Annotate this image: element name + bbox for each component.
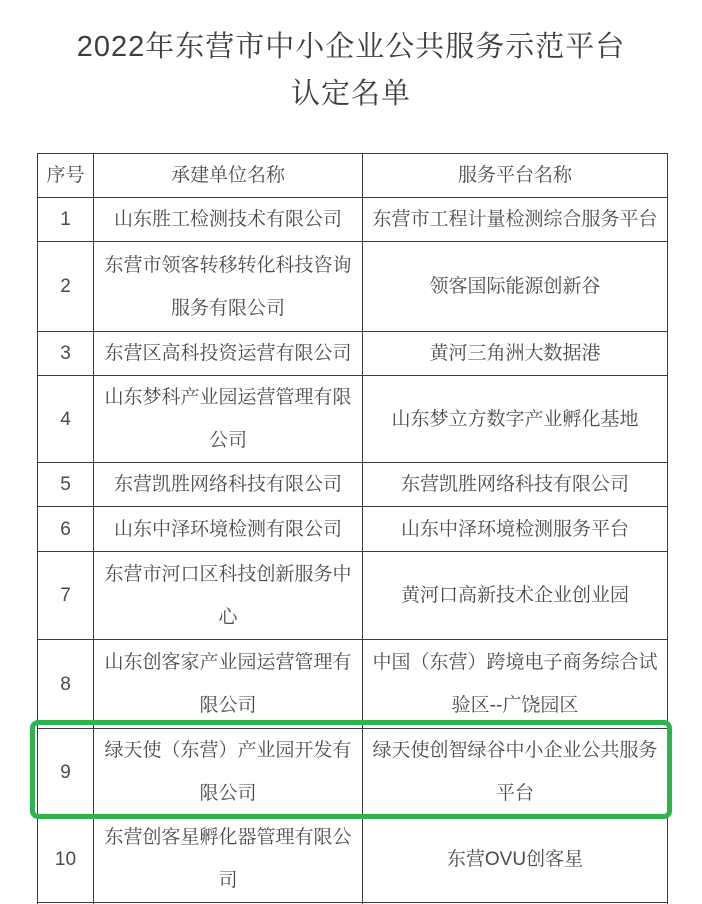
- table-header-row: [38, 154, 668, 198]
- cell-unit: 东营市领客转移转化科技咨询服务有限公司: [94, 242, 363, 332]
- cell-unit: 东营创客星孵化器管理有限公司: [94, 816, 363, 903]
- cell-serial: 6: [38, 507, 94, 552]
- cell-platform: 东营市工程计量检测综合服务平台: [363, 198, 668, 242]
- page: [0, 24, 702, 904]
- cell-unit: 绿天使（东营）产业园开发有限公司: [94, 729, 363, 816]
- cell-serial: 2: [38, 242, 94, 332]
- cell-unit: 山东胜工检测技术有限公司: [94, 198, 363, 242]
- cell-platform: 山东中泽环境检测服务平台: [363, 507, 668, 552]
- table-row: [38, 463, 668, 507]
- cell-serial: 4: [38, 376, 94, 463]
- cell-serial: 9: [38, 729, 94, 816]
- table-row: [38, 640, 668, 729]
- recognition-list-table: [37, 153, 668, 904]
- header-platform-name: 服务平台名称: [363, 154, 668, 198]
- cell-unit: 东营市河口区科技创新服务中心: [94, 552, 363, 640]
- cell-serial: 5: [38, 463, 94, 507]
- header-serial-number: 序号: [38, 154, 94, 198]
- cell-serial: 10: [38, 816, 94, 903]
- table-row-highlighted: [38, 729, 668, 816]
- cell-unit: 山东中泽环境检测有限公司: [94, 507, 363, 552]
- cell-platform: 领客国际能源创新谷: [363, 242, 668, 332]
- table-row: [38, 507, 668, 552]
- page-title-line1: 2022年东营市中小企业公共服务示范平台: [76, 31, 626, 63]
- cell-serial: 7: [38, 552, 94, 640]
- cell-unit: 山东创客家产业园运营管理有限公司: [94, 640, 363, 729]
- cell-platform: 黄河三角洲大数据港: [363, 332, 668, 376]
- cell-platform: 东营凯胜网络科技有限公司: [363, 463, 668, 507]
- cell-serial: 1: [38, 198, 94, 242]
- cell-serial: 8: [38, 640, 94, 729]
- cell-unit: 东营凯胜网络科技有限公司: [94, 463, 363, 507]
- table-row: [38, 376, 668, 463]
- cell-platform: 中国（东营）跨境电子商务综合试验区--广饶园区: [363, 640, 668, 729]
- cell-platform: 东营OVU创客星: [363, 816, 668, 903]
- table-row: [38, 242, 668, 332]
- table-row: [38, 332, 668, 376]
- cell-unit: 山东梦科产业园运营管理有限公司: [94, 376, 363, 463]
- table-row: [38, 816, 668, 903]
- cell-unit: 东营区高科投资运营有限公司: [94, 332, 363, 376]
- table-row: [38, 552, 668, 640]
- cell-platform: 山东梦立方数字产业孵化基地: [363, 376, 668, 463]
- page-title: [0, 24, 702, 118]
- header-unit-name: 承建单位名称: [94, 154, 363, 198]
- page-title-line2: 认定名单: [290, 78, 411, 110]
- cell-serial: 3: [38, 332, 94, 376]
- cell-platform: 黄河口高新技术企业创业园: [363, 552, 668, 640]
- cell-platform: 绿天使创智绿谷中小企业公共服务平台: [363, 729, 668, 816]
- recognition-list-table-wrap: [37, 153, 667, 904]
- table-row: [38, 198, 668, 242]
